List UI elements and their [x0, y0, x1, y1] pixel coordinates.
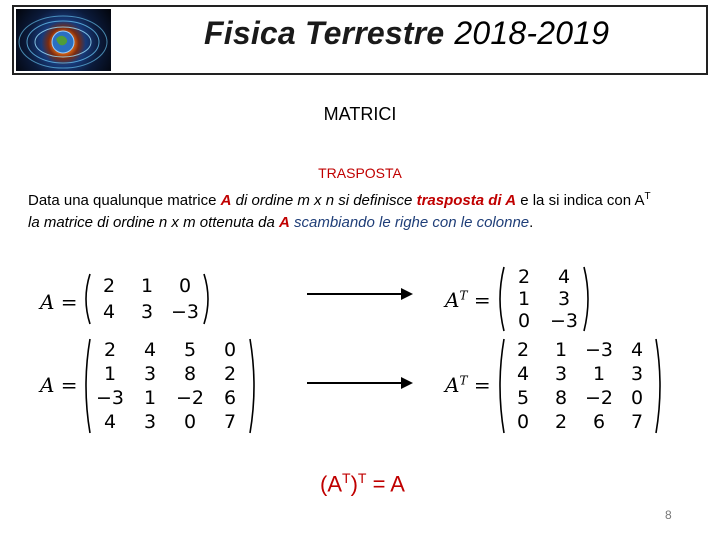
example1-rhs [445, 288, 491, 312]
para-text-3: e la si indica con A [516, 192, 645, 209]
example2-matrix-at [496, 338, 664, 434]
example1-matrix-a [82, 273, 202, 327]
matrix-cell: 7 [223, 411, 237, 433]
example2-rhs [445, 373, 491, 397]
matrix-cell: 0 [517, 310, 531, 332]
para-text-3-sup: T [644, 191, 651, 202]
banner-title-main: Fisica Terrestre [204, 15, 445, 51]
example2-matrix-a [82, 338, 262, 434]
matrix-cell: 3 [630, 363, 644, 385]
matrix-cell: 1 [554, 339, 568, 361]
matrix-cell: 5 [516, 387, 530, 409]
matrix-cell: 0 [183, 411, 197, 433]
identity-post: = A [366, 471, 405, 497]
matrix-cell: −3 [95, 387, 124, 409]
matrix-cell: −3 [584, 339, 613, 361]
matrix-cell: 2 [516, 339, 530, 361]
matrix-cell: 0 [223, 339, 237, 361]
matrix-cell: −3 [170, 301, 199, 323]
matrix-cell: 4 [102, 301, 116, 323]
example1-matrix-at [496, 266, 592, 336]
matrix-cell: 3 [554, 363, 568, 385]
matrix-cell: 4 [630, 339, 644, 361]
example2-lhs-label: A = [40, 373, 78, 397]
matrix-cell: 1 [103, 363, 117, 385]
example1-lhs-label: A = [40, 290, 78, 314]
matrix-cell: 1 [143, 387, 157, 409]
matrix-cell: 1 [592, 363, 606, 385]
identity-sup1: T [342, 470, 351, 486]
matrix-cell: 2 [517, 266, 531, 288]
matrix-cell: 3 [140, 301, 154, 323]
section-subheading: TRASPOSTA [318, 165, 402, 181]
matrix-cell: 1 [140, 275, 154, 297]
banner-title-years: 2018-2019 [454, 15, 610, 51]
transpose-identity [320, 470, 405, 497]
matrix-cell: 0 [630, 387, 644, 409]
example1-lhs [40, 290, 78, 314]
matrix-cell: 2 [554, 411, 568, 433]
para-text-2: di ordine m x n si definisce [231, 192, 417, 209]
example2-rhs-sup: T [459, 373, 468, 388]
matrix-cell: 8 [183, 363, 197, 385]
matrix-cell: 4 [557, 266, 571, 288]
title-banner [12, 5, 708, 75]
matrix-cell: 0 [178, 275, 192, 297]
example2-rhs-eq: = [473, 373, 491, 397]
matrix-cell: 7 [630, 411, 644, 433]
matrix-cell: −2 [175, 387, 204, 409]
example1-rhs-sup: T [459, 288, 468, 303]
example2-lhs [40, 373, 78, 397]
matrix-cell: 6 [592, 411, 606, 433]
example1-rhs-label: A [445, 288, 460, 312]
para-text-1: Data una qualunque matrice [28, 192, 221, 209]
definition-paragraph [28, 186, 708, 234]
matrix-cell: 4 [516, 363, 530, 385]
matrix-cell: 4 [143, 339, 157, 361]
para-text-5: scambiando le righe con le colonne [289, 214, 530, 231]
identity-mid: ) [350, 471, 358, 497]
example1-rhs-eq: = [473, 288, 491, 312]
matrix-cell: −3 [549, 310, 578, 332]
matrix-cell: 3 [143, 411, 157, 433]
matrix-cell: 3 [143, 363, 157, 385]
matrix-cell: 5 [183, 339, 197, 361]
matrix-cell: 8 [554, 387, 568, 409]
matrix-cell: 2 [103, 339, 117, 361]
para-text-4: la matrice di ordine n x m ottenuta da [28, 214, 279, 231]
matrix-cell: 0 [516, 411, 530, 433]
para-matrix-a: A [220, 192, 232, 209]
example2-rhs-label: A [445, 373, 460, 397]
page-number: 8 [665, 508, 672, 522]
matrix-cell: −2 [584, 387, 613, 409]
section-heading: MATRICI [323, 104, 397, 124]
matrix-cell: 3 [557, 288, 571, 310]
arrow-icon [305, 373, 415, 393]
matrix-cell: 2 [102, 275, 116, 297]
para-matrix-a-2: A [278, 214, 290, 231]
para-period: . [529, 214, 534, 231]
arrow-icon [305, 284, 415, 304]
matrix-cell: 1 [517, 288, 531, 310]
matrix-cell: 4 [103, 411, 117, 433]
identity-sup2: T [357, 470, 367, 486]
matrix-cell: 6 [223, 387, 237, 409]
matrix-cell: 2 [223, 363, 237, 385]
identity-pre: (A [320, 471, 342, 497]
earth-magnetosphere-image [16, 9, 111, 71]
banner-title [204, 15, 609, 52]
para-transpose-term: trasposta di A [416, 192, 517, 209]
